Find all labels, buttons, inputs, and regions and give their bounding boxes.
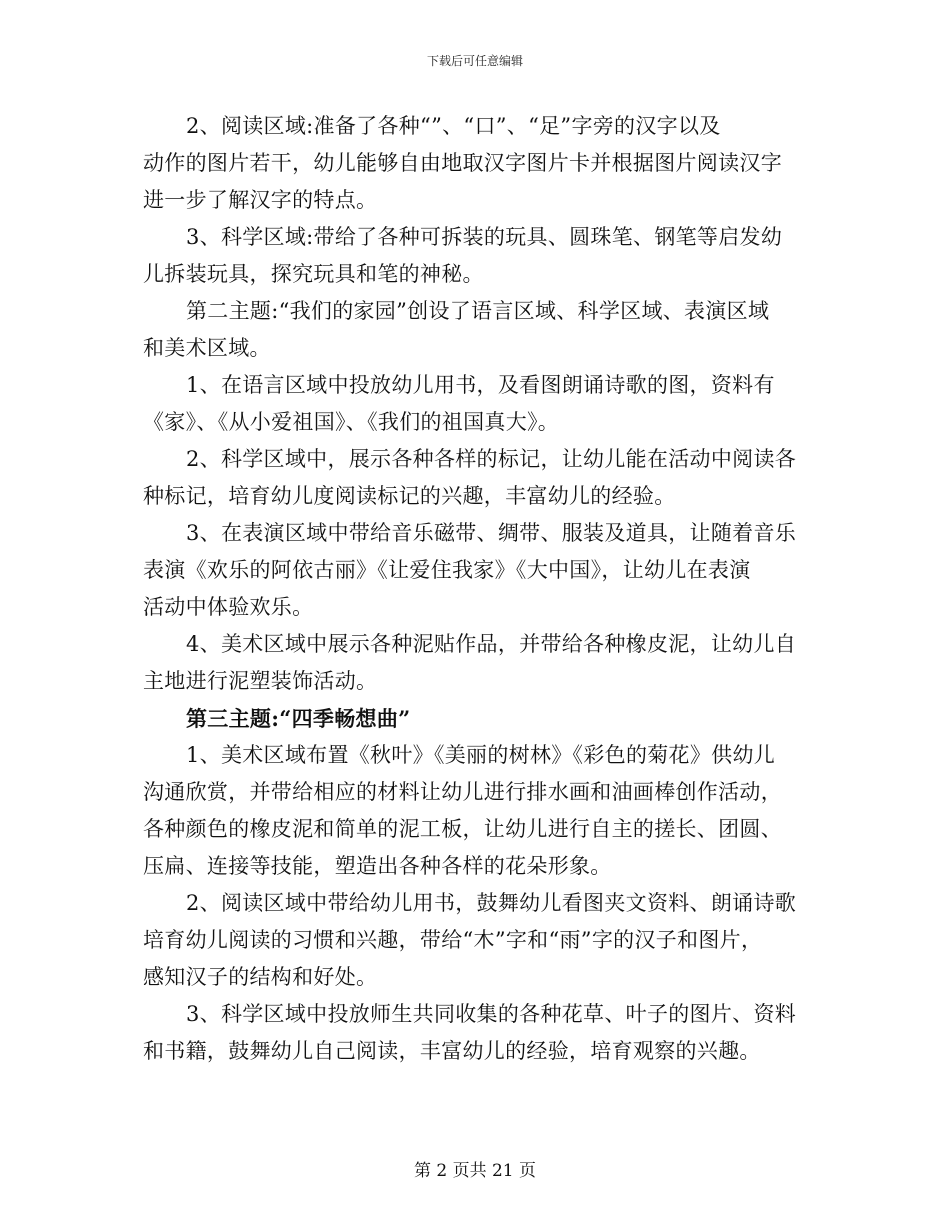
- paragraph-line: 2、阅读区域:准备了各种“”、“口”、“足”字旁的汉字以及: [186, 114, 721, 138]
- paragraph-line: 3、在表演区域中带给音乐磁带、绸带、服装及道具，让随着音乐: [186, 521, 797, 545]
- paragraph-line: 2、科学区域中，展示各种各样的标记，让幼儿能在活动中阅读各: [186, 447, 797, 471]
- paragraph-line: 1、美术区域布置《秋叶》《美丽的树林》《彩色的菊花》供幼儿: [186, 743, 776, 767]
- paragraph-line: 儿拆装玩具，探究玩具和笔的神秘。: [143, 262, 484, 286]
- paragraph-line: 压扁、连接等技能，塑造出各种各样的花朵形象。: [143, 854, 612, 878]
- paragraph-line: 沟通欣赏，并带给相应的材料让幼儿进行排水画和油画棒创作活动，: [143, 780, 782, 804]
- section-heading: 第三主题:“四季畅想曲”: [186, 706, 411, 731]
- paragraph-line: 3、科学区域:带给了各种可拆装的玩具、圆珠笔、钢笔等启发幼: [186, 225, 783, 249]
- paragraph-line: 进一步了解汉字的特点。: [143, 188, 378, 212]
- paragraph-line: 3、科学区域中投放师生共同收集的各种花草、叶子的图片、资料: [186, 1002, 797, 1026]
- paragraph-line: 各种颜色的橡皮泥和简单的泥工板，让幼儿进行自主的搓长、团圆、: [143, 817, 782, 841]
- page-header: 下载后可任意编辑: [426, 54, 523, 68]
- paragraph-line: 种标记，培育幼儿度阅读标记的兴趣，丰富幼儿的经验。: [143, 484, 676, 508]
- paragraph-line: 感知汉子的结构和好处。: [143, 965, 378, 989]
- paragraph-line: 和书籍，鼓舞幼儿自己阅读，丰富幼儿的经验，培育观察的兴趣。: [143, 1039, 761, 1063]
- paragraph-line: 表演《欢乐的阿依古丽》《让爱住我家》《大中国》，让幼儿在表演: [143, 558, 751, 582]
- paragraph-line: 2、阅读区域中带给幼儿用书，鼓舞幼儿看图夹文资料、朗诵诗歌: [186, 891, 797, 915]
- paragraph-line: 动作的图片若干，幼儿能够自由地取汉字图片卡并根据图片阅读汉字: [143, 151, 782, 175]
- paragraph-line: 4、美术区域中展示各种泥贴作品，并带给各种橡皮泥，让幼儿自: [186, 632, 797, 656]
- paragraph-line: 主地进行泥塑装饰活动。: [143, 669, 378, 693]
- paragraph-line: 1、在语言区域中投放幼儿用书，及看图朗诵诗歌的图，资料有: [186, 373, 775, 397]
- paragraph-line: 第二主题:“我们的家园”创设了语言区域、科学区域、表演区域: [186, 299, 770, 323]
- document-body: [143, 108, 813, 1070]
- paragraph-line: 活动中体验欢乐。: [143, 595, 314, 619]
- paragraph-line: 培育幼儿阅读的习惯和兴趣，带给“木”字和“雨”字的汉子和图片，: [143, 928, 763, 952]
- paragraph-line: 《家》、《从小爱祖国》、《我们的祖国真大》。: [143, 410, 560, 434]
- page-footer: 第 2 页共 21 页: [413, 1161, 537, 1181]
- paragraph-line: 和美术区域。: [143, 336, 271, 360]
